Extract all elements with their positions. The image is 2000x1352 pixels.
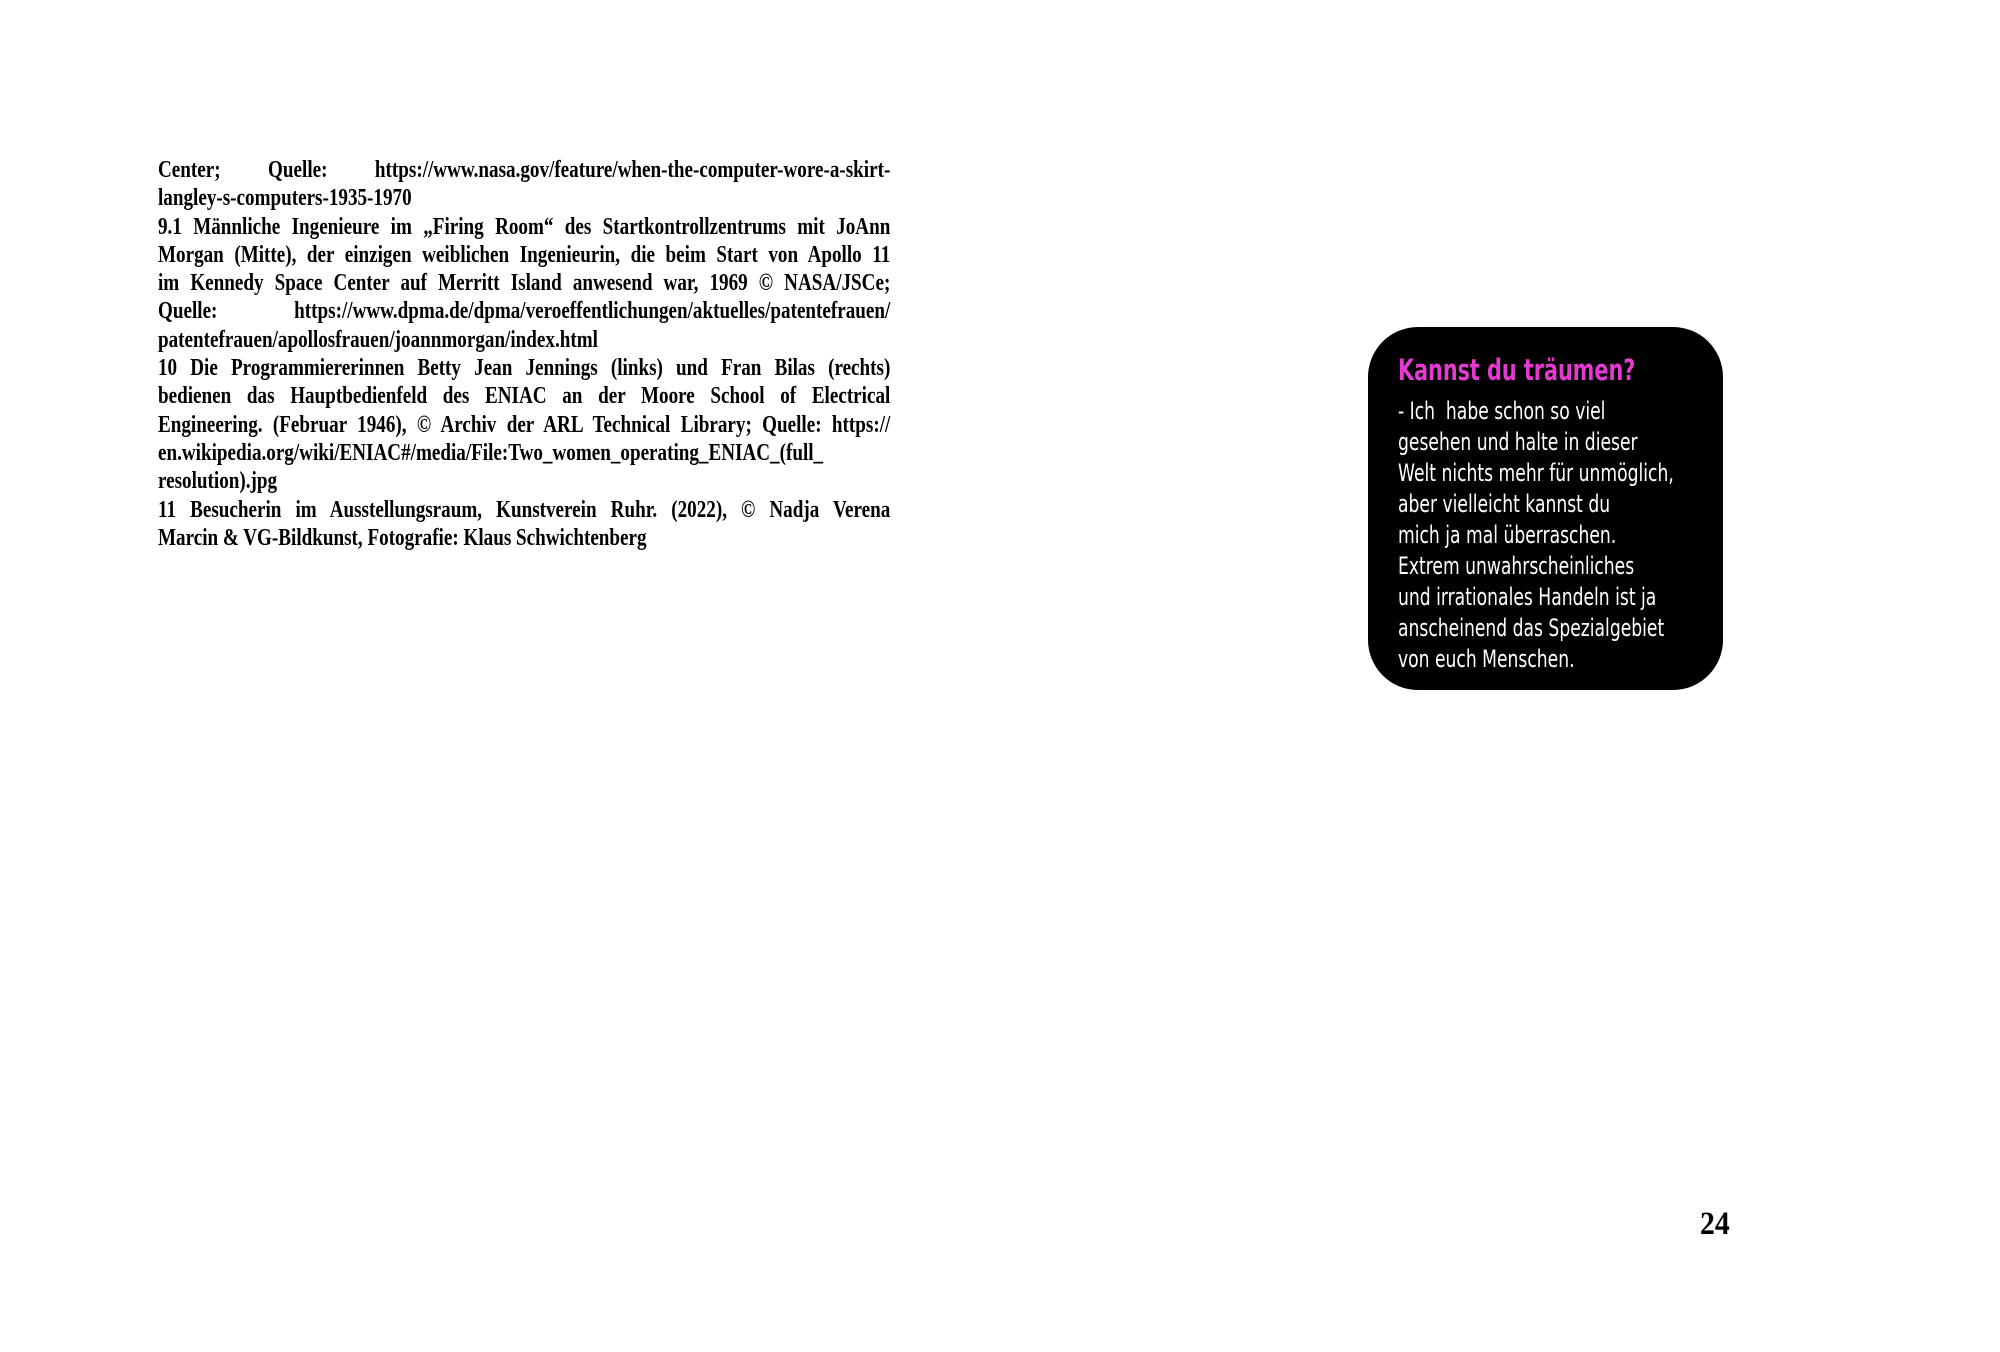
credit-line: langley-s-computers-1935-1970 [158,185,412,212]
credit-line: resolution).jpg [158,468,278,495]
image-credits [158,156,890,552]
credit-line: bedienen das Hauptbedienfeld des ENIAC an der Moore School of Electrical [158,383,891,410]
credit-line: 11 Besucherin im Ausstellungsraum, Kunstverein Ruhr. (2022), © Nadja Verena [158,496,891,523]
credit-line: Quelle: https://www.dpma.de/dpma/veroeffentlichungen/aktuelles/patentefrauen/ [158,298,891,325]
speech-bubble-line: Extrem unwahrscheinliches [1398,552,1635,580]
credit-line: Marcin & VG-Bildkunst, Fotografie: Klaus Schwichtenberg [158,524,647,551]
speech-bubble-line: - Ich habe schon so viel [1398,397,1606,425]
page-number: 24 [1700,1206,1730,1242]
speech-bubble-title: Kannst du träumen? [1398,353,1636,387]
speech-bubble-line: anscheinend das Spezialgebiet [1398,614,1665,642]
speech-bubble-line: mich ja mal überraschen. [1398,521,1617,549]
speech-bubble-line: und irrationales Handeln ist ja [1398,583,1657,611]
speech-bubble-line: aber vielleicht kannst du [1398,490,1611,518]
credit-line: 9.1 Männliche Ingenieure im „Firing Room“ des Startkontrollzentrums mit JoAnn [158,213,891,240]
credit-line: en.wikipedia.org/wiki/ENIAC#/media/File:Two_women_operating_ENIAC_(full_ [158,439,824,466]
speech-bubble [1368,327,1723,690]
speech-bubble-line: von euch Menschen. [1398,645,1575,673]
credit-line: im Kennedy Space Center auf Merritt Island anwesend war, 1969 © NASA/JSCe; [158,270,891,297]
credit-line: patentefrauen/apollosfrauen/joannmorgan/index.html [158,326,598,353]
speech-bubble-line: Welt nichts mehr für unmöglich, [1398,459,1674,487]
credit-line: Morgan (Mitte), der einzigen weiblichen Ingenieurin, die beim Start von Apollo 11 [158,241,891,268]
credit-line: Engineering. (Februar 1946), © Archiv der ARL Technical Library; Quelle: https:// [158,411,891,438]
speech-bubble-content [1398,354,1707,675]
credit-line: 10 Die Programmiererinnen Betty Jean Jennings (links) und Fran Bilas (rechts) [158,355,891,382]
credit-line: Center; Quelle: https://www.nasa.gov/feature/when-the-computer-wore-a-skirt- [158,157,891,183]
speech-bubble-line: gesehen und halte in dieser [1398,428,1638,456]
